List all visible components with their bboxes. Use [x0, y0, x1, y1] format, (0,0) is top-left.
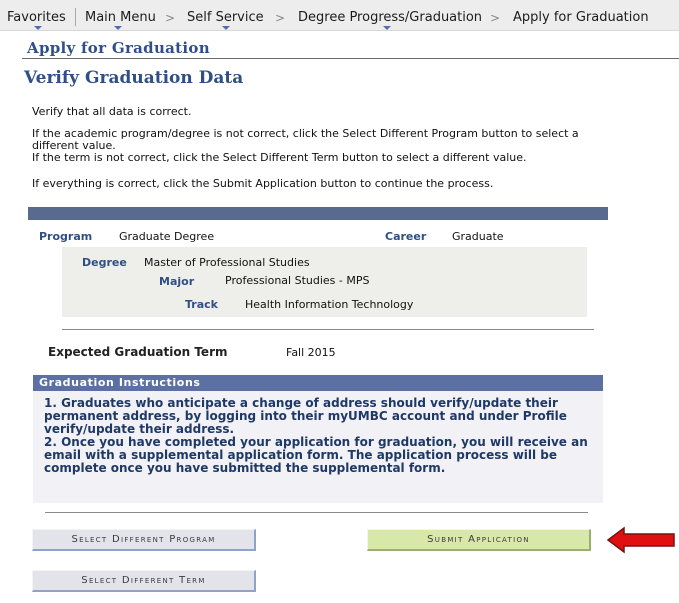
section-divider — [62, 329, 594, 330]
header-divider — [22, 58, 679, 59]
main-menu-dropdown-icon[interactable] — [114, 26, 122, 30]
instruction-submit: If everything is correct, click the Submit Application button to continue the process. — [32, 177, 494, 190]
breadcrumb-separator-icon: > — [165, 11, 176, 25]
section-band — [28, 207, 608, 220]
red-arrow-icon — [606, 525, 676, 555]
track-label: Track — [185, 298, 218, 311]
degree-label: Degree — [82, 256, 127, 269]
graduation-instructions-header: Graduation Instructions — [33, 375, 603, 391]
major-value: Professional Studies - MPS — [225, 274, 370, 287]
career-label: Career — [385, 230, 427, 243]
program-value: Graduate Degree — [119, 230, 215, 243]
breadcrumb-nav — [0, 0, 679, 31]
select-different-program-button[interactable]: Select Different Program — [32, 529, 256, 551]
nav-degree-progress[interactable]: Degree Progress/Graduation — [298, 10, 483, 25]
degree-value: Master of Professional Studies — [144, 256, 310, 269]
career-value: Graduate — [452, 230, 504, 243]
program-label: Program — [39, 230, 93, 243]
instruction-term: If the term is not correct, click the Select Different Term button to select a different value. — [32, 151, 527, 164]
degree-progress-dropdown-icon[interactable] — [383, 26, 391, 30]
nav-apply-for-graduation[interactable]: Apply for Graduation — [513, 10, 649, 25]
expected-graduation-term-label: Expected Graduation Term — [48, 345, 228, 359]
nav-divider — [75, 8, 76, 26]
nav-favorites[interactable]: Favorites — [7, 10, 66, 25]
nav-main-menu[interactable]: Main Menu — [85, 10, 156, 25]
expected-graduation-term-value: Fall 2015 — [286, 346, 336, 359]
nav-self-service[interactable]: Self Service — [187, 10, 264, 25]
buttons-divider — [45, 512, 588, 513]
select-different-term-button[interactable]: Select Different Term — [32, 570, 256, 592]
submit-application-button[interactable]: Submit Application — [367, 529, 591, 551]
breadcrumb-separator-icon: > — [275, 11, 286, 25]
page-title: Verify Graduation Data — [24, 68, 244, 88]
instruction-verify: Verify that all data is correct. — [32, 105, 192, 118]
favorites-dropdown-icon[interactable] — [34, 26, 42, 30]
major-label: Major — [159, 275, 195, 288]
instruction-program: If the academic program/degree is not correct, click the Select Different Program button to select a different value. — [32, 127, 579, 152]
breadcrumb-separator-icon: > — [490, 11, 501, 25]
self-service-dropdown-icon[interactable] — [222, 26, 230, 30]
track-value: Health Information Technology — [245, 298, 414, 311]
page-header: Apply for Graduation — [27, 39, 210, 57]
graduation-instructions-text: 1. Graduates who anticipate a change of address should verify/update their permanent address, by logging into their myUMBC account and under Profile verify/update their address. 2. Once you have completed your application for graduation, you will receive an email with a supplemental application form. The application process will be complete once you have submitted the supplemental form. — [44, 396, 588, 475]
